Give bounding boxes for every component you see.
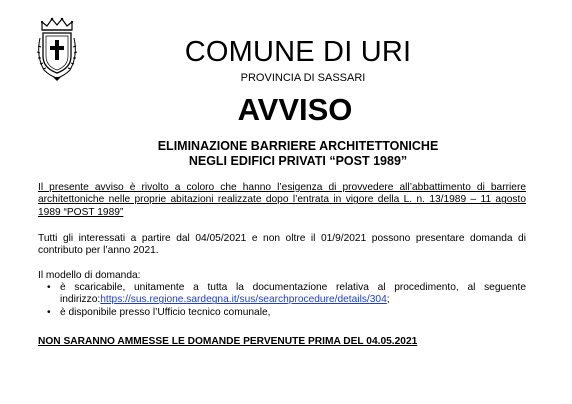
- list-item: [38, 282, 526, 307]
- bullet-text-download: è scaricabile, unitamente a tutta la documentazione relativa al procedimento, al seguente indirizzo:: [60, 282, 526, 306]
- bullet-text-office: è disponibile presso l’Ufficio tecnico comunale,: [60, 306, 271, 318]
- bullet-icon: •: [47, 306, 51, 318]
- bullet-suffix: ;: [386, 294, 390, 306]
- municipality-title: [0, 36, 572, 68]
- deadline-paragraph: Tutti gli interessati a partire dal 04/05/2021 e non oltre il 01/9/2021 possono presentare domanda di contributo per l’anno 2021.: [38, 233, 526, 257]
- province-line: [0, 72, 572, 85]
- bullet-icon: •: [47, 282, 51, 293]
- subject-line-1: ELIMINAZIONE BARRIERE ARCHITETTONICHE: [157, 139, 439, 153]
- model-bullet-list: [38, 282, 526, 319]
- municipality-name: COMUNE DI URI: [184, 36, 412, 68]
- notice-heading: [0, 92, 572, 128]
- subject-line-2: NEGLI EDIFICI PRIVATI “POST 1989”: [188, 154, 408, 168]
- list-item: [38, 307, 526, 319]
- intro-paragraph: Il presente avviso è rivolto a coloro che hanno l’esigenza di provvedere all’abbattimento di barriere architettoniche nelle proprie abitazioni realizzate dopo l’entrata in vigore della L. n. 13/1989 – 11 agosto 1989 “POST 1989”: [38, 182, 526, 218]
- province-name: PROVINCIA DI SASSARI: [240, 72, 366, 84]
- notice-subject: [0, 139, 572, 169]
- notice-title-text: AVVISO: [237, 92, 353, 127]
- model-intro: Il modello di domanda:: [38, 270, 141, 281]
- procedure-link[interactable]: https://sus.regione.sardegna.it/sus/searchprocedure/details/304: [100, 294, 387, 306]
- warning-note: NON SARANNO AMMESSE LE DOMANDE PERVENUTE PRIMA DEL 04.05.2021: [38, 336, 418, 347]
